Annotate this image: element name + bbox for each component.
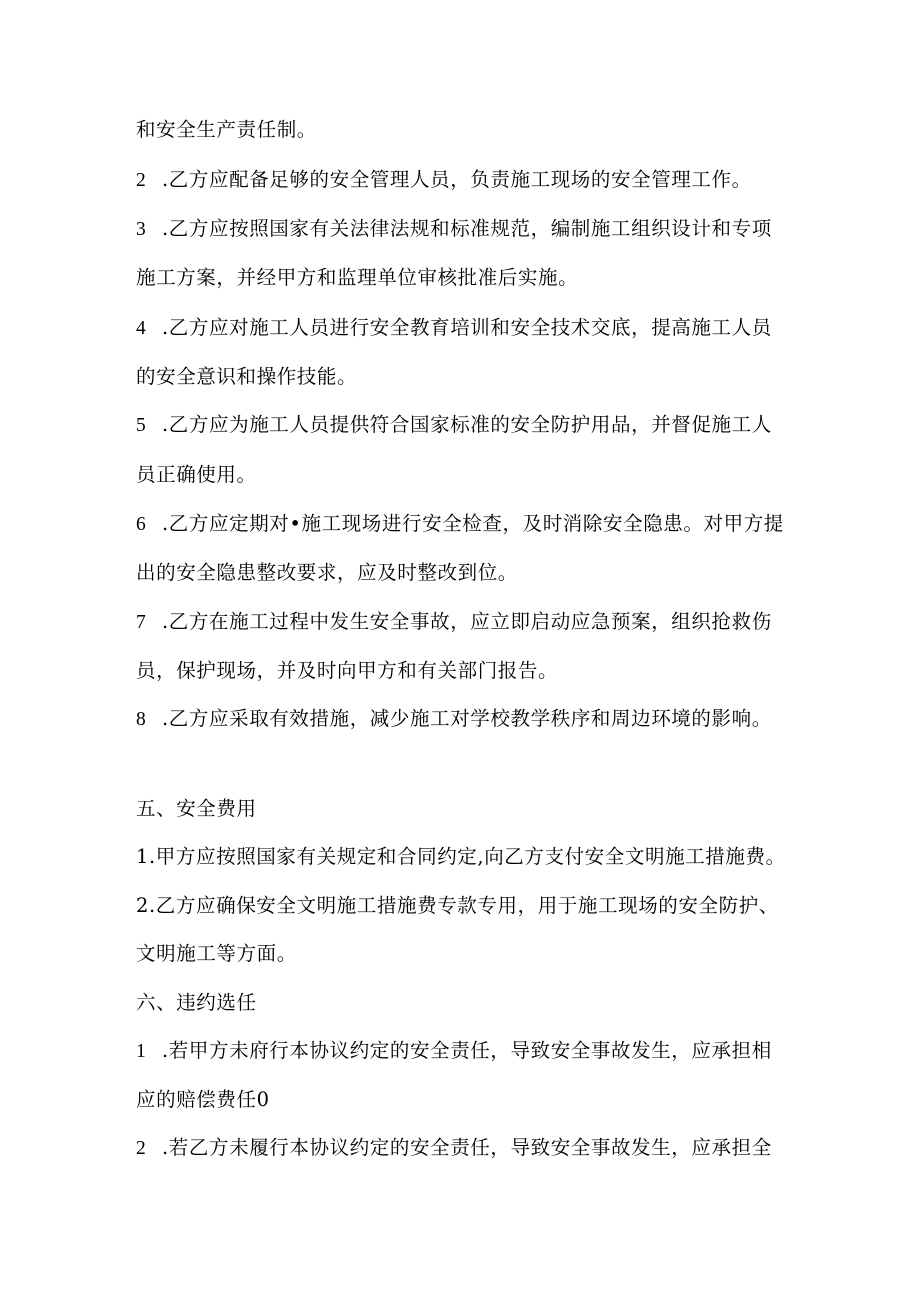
list-item: 2.乙方应确保安全文明施工措施费专款专用，用于施工现场的安全防护、 xyxy=(136,894,779,917)
item-number: 7 xyxy=(136,612,147,633)
list-item: 5 .乙方应为施工人员提供符合国家标准的安全防护用品，并督促施工人 xyxy=(136,412,772,439)
list-item: 7 .乙方在施工过程中发生安全事故，应立即启动应急预案，组织抢救伤 xyxy=(136,609,772,636)
text-line: 文明施工等方面。 xyxy=(136,942,297,965)
list-item: 2 .若乙方未履行本协议约定的安全责任，导致安全事故发生，应承担全 xyxy=(136,1135,772,1162)
list-item: 1.甲方应按照国家有关规定和合同约定,向乙方支付安全文明施工措施费。 xyxy=(136,845,786,868)
item-number: 6 xyxy=(136,514,147,535)
section-heading: 六、违约选任 xyxy=(136,991,257,1014)
list-item: 4 .乙方应对施工人员进行安全教育培训和安全技术交底，提高施工人员 xyxy=(136,315,772,342)
list-item: 1 .若甲方未府行本协议约定的安全责任，导致安全事故发生，应承担相 xyxy=(136,1038,772,1065)
text-line: 员，保护现场，并及时向甲方和有关部门报告。 xyxy=(136,659,559,682)
item-number: 1 xyxy=(136,1041,147,1062)
section-heading: 五、安全费用 xyxy=(136,797,257,820)
text-line: 和安全生产责任制。 xyxy=(136,118,317,141)
list-item: 3 .乙方应按照国家有关法律法规和标准规范，编制施工组织设计和专项 xyxy=(136,216,772,243)
list-item: 2 .乙方应配备足够的安全管理人员，负责施工现场的安全管理工作。 xyxy=(136,167,752,194)
text-line: 的安全意识和操作技能。 xyxy=(136,365,358,388)
item-number: 3 xyxy=(136,219,147,240)
item-number: 4 xyxy=(136,318,147,339)
text-line: 施工方案，并经甲方和监理单位审核批准后实施。 xyxy=(136,266,579,289)
item-number: 2 xyxy=(136,170,147,191)
list-item: 8 .乙方应采取有效措施，减少施工对学校教学秩序和周边环境的影响。 xyxy=(136,706,772,733)
text-line: 出的安全隐患整改要求，应及时整改到位。 xyxy=(136,561,518,584)
item-number: 8 xyxy=(136,709,147,730)
text-line: 应的赔偿费任0 xyxy=(136,1088,270,1111)
item-number: 2 xyxy=(136,1138,147,1159)
list-item: 6 .乙方应定期对•施工现场进行安全检查，及时消除安全隐患。对甲方提 xyxy=(136,511,784,538)
item-number: 5 xyxy=(136,415,147,436)
text-line: 员正确使用。 xyxy=(136,463,257,486)
